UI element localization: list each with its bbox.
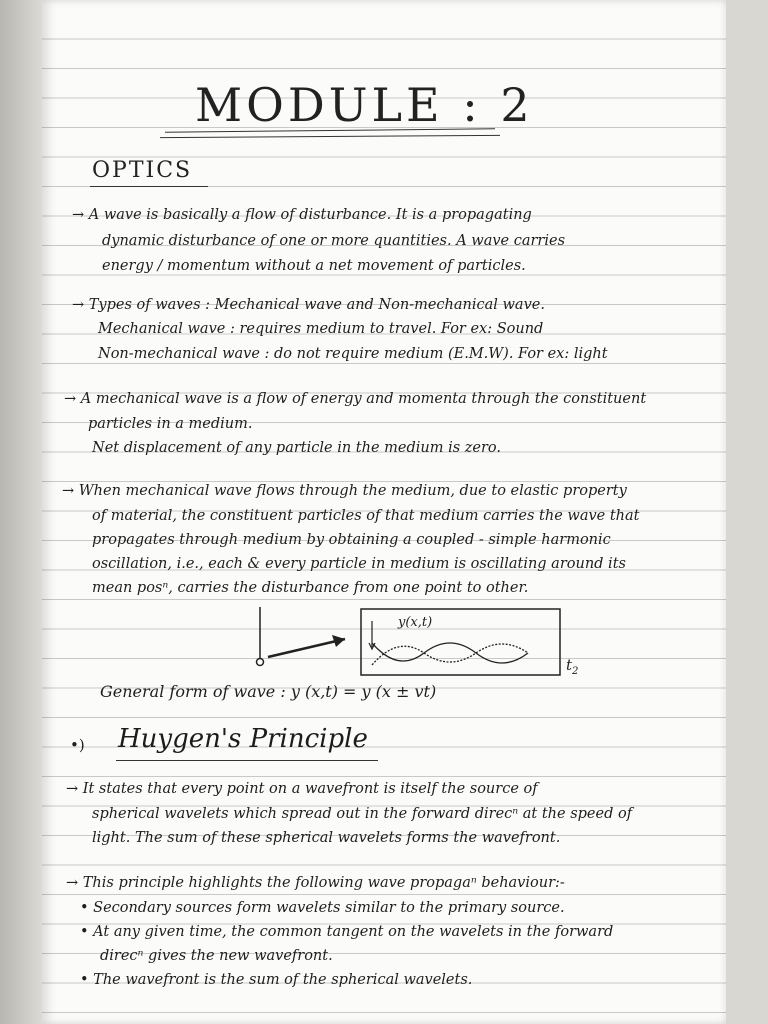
text-line: → A mechanical wave is a flow of energy and momenta through the constituent: [64, 391, 647, 407]
text-line: light. The sum of these spherical wavelets forms the wavefront.: [92, 830, 561, 846]
text-line: dynamic disturbance of one or more quantities. A wave carries: [102, 233, 566, 249]
arrow-shaft: [268, 639, 345, 657]
wave-diagram: [250, 605, 570, 685]
notebook-gutter: [0, 0, 42, 1024]
oscillator-bob: [257, 659, 264, 666]
text-line: oscillation, i.e., each & every particle in medium is oscillating around its: [92, 556, 626, 572]
text-line: • Secondary sources form wavelets similar to the primary source.: [80, 900, 565, 916]
text-line: → This principle highlights the following wave propagaⁿ behaviour:-: [66, 875, 565, 891]
section-heading: OPTICS: [92, 158, 193, 183]
page-title: MODULE : 2: [195, 78, 534, 132]
text-line: Mechanical wave : requires medium to travel. For ex: Sound: [98, 321, 544, 337]
text-line: propagates through medium by obtaining a coupled - simple harmonic: [92, 532, 611, 548]
wave-crest: [372, 644, 528, 665]
text-line: Net displacement of any particle in the medium is zero.: [92, 440, 502, 456]
text-line: mean posⁿ, carries the disturbance from one point to other.: [92, 580, 529, 596]
text-line: • The wavefront is the sum of the spherical wavelets.: [80, 972, 473, 988]
text-line: particles in a medium.: [88, 416, 253, 432]
wave-label: y(x,t): [398, 615, 433, 630]
text-line: → A wave is basically a flow of disturbance. It is a propagating: [72, 207, 532, 223]
text-line: • At any given time, the common tangent on the wavelets in the forward: [80, 924, 614, 940]
text-line: of material, the constituent particles of that medium carries the wave that: [92, 508, 640, 524]
text-line: Non-mechanical wave : do not require medium (E.M.W). For ex: light: [98, 346, 608, 362]
text-line: → Types of waves : Mechanical wave and Non-mechanical wave.: [72, 297, 545, 313]
section-bullet: •): [70, 736, 85, 754]
text-line: → It states that every point on a wavefront is itself the source of: [66, 781, 538, 797]
text-line: spherical wavelets which spread out in the forward direcⁿ at the speed of: [92, 806, 633, 822]
time-label: $t_2$: [566, 656, 579, 677]
text-line: energy / momentum without a net movement of particles.: [102, 258, 526, 274]
wave-box: [361, 609, 560, 675]
wave-formula: General form of wave : y (x,t) = y (x ± vt): [100, 682, 437, 701]
wave-trough: [372, 643, 528, 663]
section-underline: [90, 186, 208, 187]
subsection-underline: [116, 760, 378, 761]
text-line: → When mechanical wave flows through the medium, due to elastic property: [62, 483, 627, 499]
subsection-heading: Huygen's Principle: [118, 724, 368, 754]
text-line: direcⁿ gives the new wavefront.: [100, 948, 333, 964]
